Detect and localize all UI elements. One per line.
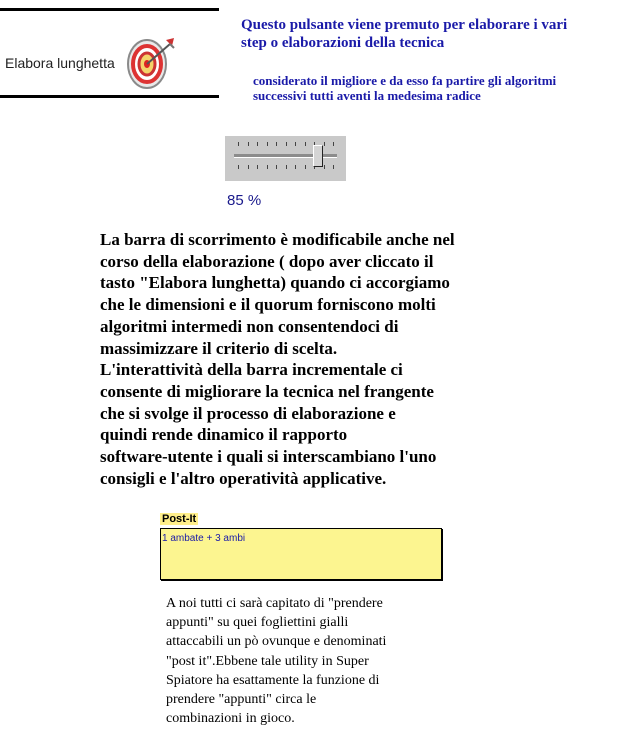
text-line: massimizzare il criterio di scelta. [100, 338, 338, 358]
slider-tick [257, 165, 258, 169]
slider-tick [238, 165, 239, 169]
text-line: prendere "appunti" circa le [166, 692, 317, 708]
text-line: Spiatore ha esattamente la funzione di [166, 672, 380, 688]
algorithm-description-line: successivi tutti aventi la medesima radice [253, 88, 481, 103]
text-line: che le dimensioni e il quorum forniscono molti [100, 295, 436, 315]
button-description [241, 16, 567, 52]
slider-value-label: 85 % [227, 192, 262, 209]
slider-tick [257, 142, 258, 146]
text-line: consente di migliorare la tecnica nel frangente [100, 381, 434, 401]
text-line: tasto "Elabora lunghetta) quando ci accorgiamo [100, 273, 450, 293]
text-line: quindi rende dinamico il rapporto [100, 425, 348, 445]
button-description-line: step o elaborazioni della tecnica [241, 35, 445, 51]
slider-tick [295, 165, 296, 169]
slider-tick [305, 142, 306, 146]
text-line: L'interattività della barra incrementale ci [100, 360, 403, 380]
text-line: A noi tutti ci sarà capitato di "prendere [166, 596, 383, 611]
slider-tick [295, 142, 296, 146]
slider-tick [248, 142, 249, 146]
algorithm-description-line: considerato il migliore e da esso fa partire gli algoritmi [253, 73, 557, 88]
slider-thumb[interactable] [313, 145, 323, 167]
postit-description [166, 594, 456, 728]
slider-tick [238, 142, 239, 146]
slider-tick [267, 142, 268, 146]
text-line: appunti" su quei fogliettini gialli [166, 615, 349, 631]
panel-bottom-rule [0, 95, 219, 98]
text-line: consigli e l'altro operatività applicative. [100, 468, 387, 488]
slider-tick [276, 165, 277, 169]
percentage-slider[interactable] [225, 136, 346, 181]
slider-tick [324, 142, 325, 146]
slider-tick [305, 165, 306, 169]
elabora-lunghetta-button[interactable] [2, 22, 172, 84]
slider-tick [333, 165, 334, 169]
text-line: attaccabili un pò ovunque e denominati [166, 634, 387, 650]
slider-tick [333, 142, 334, 146]
slider-explanation-text [100, 229, 520, 489]
text-line: software-utente i quali si interscambiano l'uno [100, 447, 437, 467]
postit-content: 1 ambate + 3 ambi [162, 533, 246, 544]
text-line: algoritmi intermedi non consentendoci di [100, 316, 399, 336]
text-line: che si svolge il processo di elaborazione e [100, 403, 396, 423]
button-description-line: Questo pulsante viene premuto per elaborare i vari [241, 17, 568, 33]
text-line: combinazioni in gioco. [166, 711, 295, 727]
postit-title: Post-It [162, 513, 197, 525]
slider-tick [324, 165, 325, 169]
panel-top-rule [0, 8, 219, 11]
slider-tick [286, 165, 287, 169]
button-panel [0, 8, 219, 99]
slider-tick [248, 165, 249, 169]
text-line: corso della elaborazione ( dopo aver cliccato il [100, 251, 434, 271]
text-line: La barra di scorrimento è modificabile anche nel [100, 230, 455, 249]
algorithm-description [253, 73, 556, 103]
postit-textarea[interactable] [160, 528, 442, 580]
elabora-lunghetta-label: Elabora lunghetta [5, 55, 115, 71]
slider-tick [276, 142, 277, 146]
text-line: "post it".Ebbene tale utility in Super [166, 653, 369, 669]
slider-tick [267, 165, 268, 169]
target-arrow-icon [124, 34, 176, 92]
slider-tick [286, 142, 287, 146]
